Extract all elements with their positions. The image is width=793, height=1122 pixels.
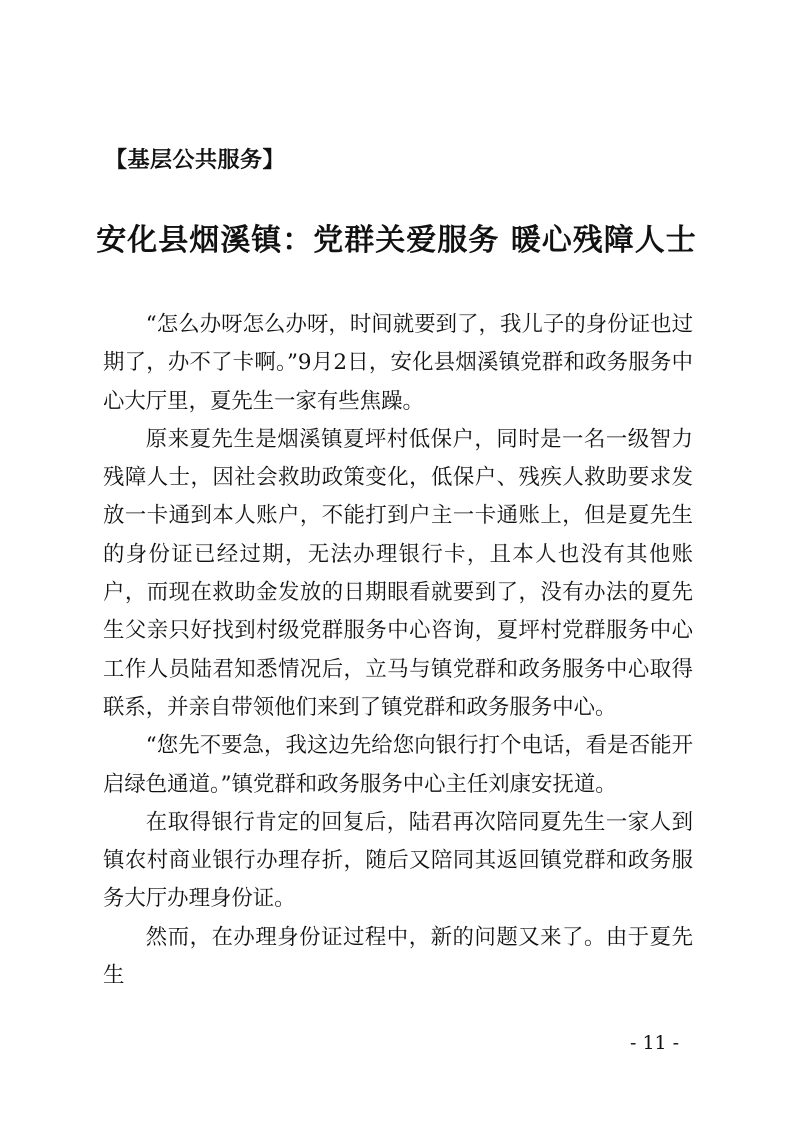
paragraph: 在取得银行肯定的回复后，陆君再次陪同夏先生一家人到镇农村商业银行办理存折，随后又陪同其返回镇党群和政务服务大厅办理身份证。 xyxy=(103,809,693,912)
section-tag: 【基层公共服务】 xyxy=(105,148,286,173)
article-title: 安化县烟溪镇：党群关爱服务 暖心残障人士 xyxy=(96,223,697,258)
paragraph: 原来夏先生是烟溪镇夏坪村低保户，同时是一名一级智力残障人士，因社会救助政策变化，低保户、残疾人救助要求发放一卡通到本人账户，不能打到户主一卡通账上，但是夏先生的身份证已经过期，无法办理银行卡，且本人也没有其他账户，而现在救助金发放的日期眼看就要到了，没有办法的夏先生父亲只好找到村级党群服务中心咨询，夏坪村党群服务中心工作人员陆君知悉情况后，立马与镇党群和政务服务中心取得联系，并亲自带领他们来到了镇党群和政务服务中心。 xyxy=(103,426,693,720)
article-body xyxy=(103,306,693,995)
page-number: - 11 - xyxy=(630,1032,680,1054)
paragraph: “您先不要急，我这边先给您向银行打个电话，看是否能开启绿色通道。”镇党群和政务服务中心主任刘康安抚道。 xyxy=(103,733,693,797)
paragraph: “怎么办呀怎么办呀，时间就要到了，我儿子的身份证也过期了，办不了卡啊。”9月2日，安化县烟溪镇党群和政务服务中心大厅里，夏先生一家有些焦躁。 xyxy=(103,312,693,414)
paragraph: 然而，在办理身份证过程中，新的问题又来了。由于夏先生 xyxy=(103,924,693,989)
